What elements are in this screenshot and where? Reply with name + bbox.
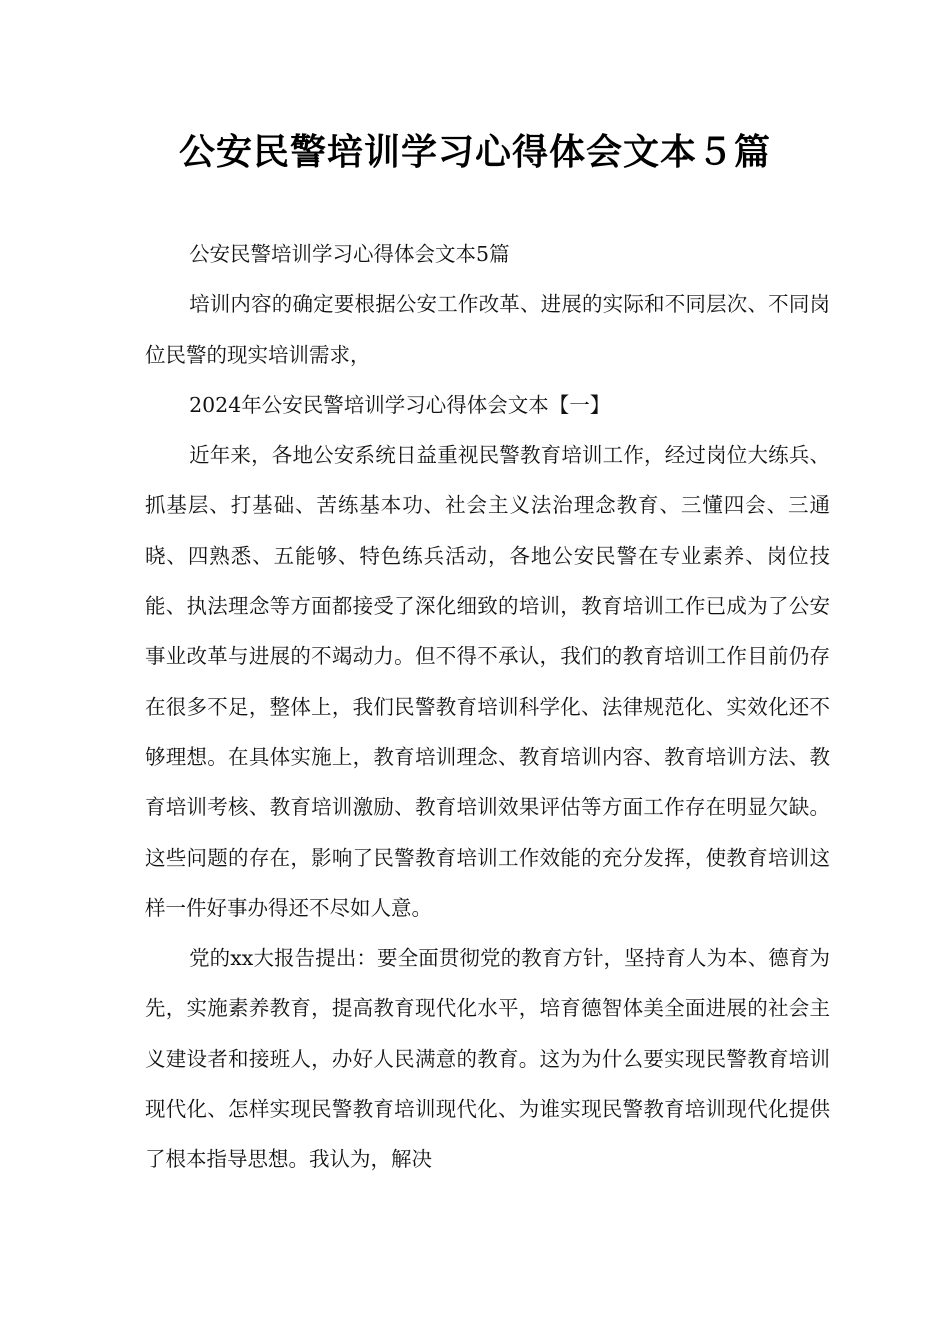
paragraph-intro: 培训内容的确定要根据公安工作改革、进展的实际和不同层次、不同岗位民警的现实培训需求， [145, 292, 830, 367]
paragraph-body-1: 近年来，各地公安系统日益重视民警教育培训工作，经过岗位大练兵、抓基层、打基础、苦练基本功、社会主义法治理念教育、三懂四会、三通晓、四熟悉、五能够、特色练兵活动，各地公安民警在专业素养、岗位技能、执法理念等方面都接受了深化细致的培训，教育培训工作已成为了公安事业改革与进展的不竭动力。但不得不承认，我们的教育培训工作目前仍存在很多不足，整体上，我们民警教育培训科学化、法律规范化、实效化还不够理想。在具体实施上，教育培训理念、教育培训内容、教育培训方法、教育培训考核、教育培训激励、教育培训效果评估等方面工作存在明显欠缺。这些问题的存在，影响了民警教育培训工作效能的充分发挥，使教育培训这样一件好事办得还不尽如人意。 [145, 443, 830, 920]
paragraph-body-2: 党的xx大报告提出：要全面贯彻党的教育方针，坚持育人为本、德育为先，实施素养教育，提高教育现代化水平，培育德智体美全面进展的社会主义建设者和接班人，办好人民满意的教育。这为为什么要实现民警教育培训现代化、怎样实现民警教育培训现代化、为谁实现民警教育培训现代化提供了根本指导思想。我认为，解决 [145, 946, 830, 1172]
document-title: 公安民警培训学习心得体会文本５篇 [178, 132, 771, 173]
document-body [145, 229, 830, 1185]
paragraph-section-heading: 2024年公安民警培训学习心得体会文本【一】 [189, 392, 611, 417]
paragraph-subtitle: 公安民警培训学习心得体会文本5篇 [189, 242, 510, 266]
